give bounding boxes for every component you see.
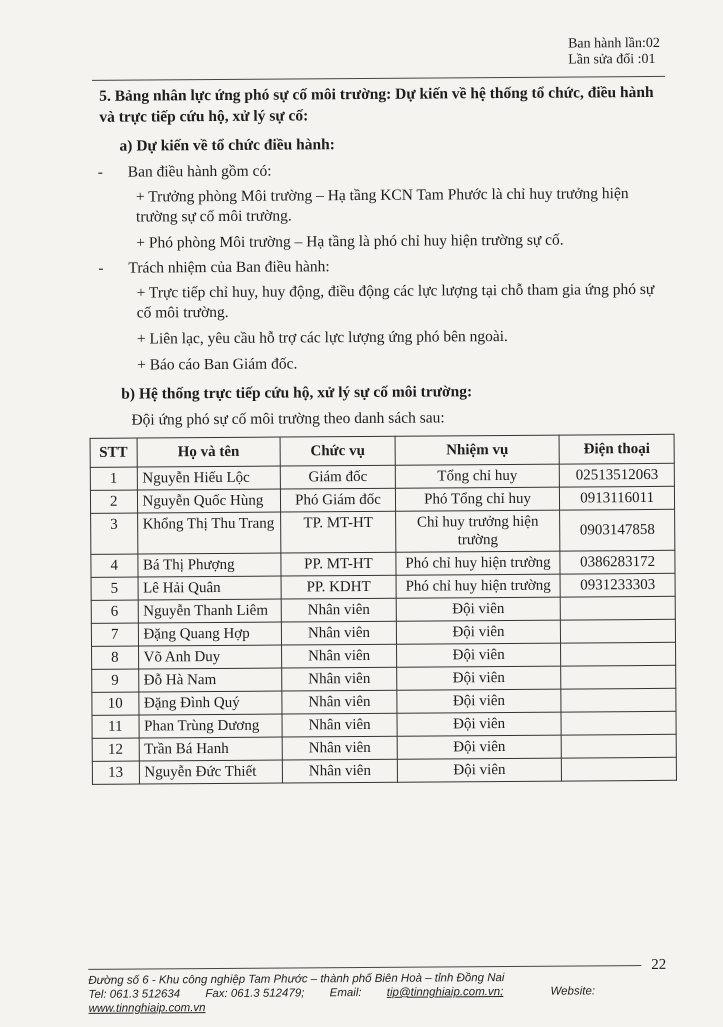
member-name: Đỗ Hà Nam [138,668,282,692]
list-item: + Liên lạc, yêu cầu hỗ trợ các lực lượng ứng phó bên ngoài. [136,327,508,348]
document-header [568,36,660,69]
member-position: Nhân viên [282,759,397,783]
member-position: TP. MT-HT [281,511,396,553]
footer-address: Đường số 6 - Khu công nghiệp Tam Phước – thành phố Biên Hoà – tỉnh Đồng Nai [88,972,505,987]
list-item: + Trưởng phòng Môi trường – Hạ tầng KCN Tam Phước là chỉ huy trưởng hiện trường sự cố môi trường. [135,185,629,226]
member-position: PP. MT-HT [281,552,396,576]
list-item: - Trách nhiệm của Ban điều hành: [98,258,330,277]
footer-website-link[interactable]: www.tinnghiaip.com.vn [88,1002,206,1015]
list-item: + Trực tiếp chỉ huy, huy động, điều động các lực lượng tại chỗ tham gia ứng phó sự cố môi trường. [136,280,655,322]
member-name: Võ Anh Duy [138,645,282,669]
footer-email-link[interactable]: tip@tinnghiaip.com.vn; [386,986,504,999]
column-header: Họ và tên [137,437,281,467]
row-number: 8 [92,646,139,669]
member-name: Trần Bá Hanh [139,737,283,761]
member-duty: Phó chỉ huy hiện trường [396,574,561,598]
section-title: 5. Bảng nhân lực ứng phó sự cố môi trường: Dự kiến về hệ thống tổ chức, điều hành và trực tiếp cứu hộ, xử lý sự cố: [99,83,654,126]
list-item: + Phó phòng Môi trường – Hạ tầng là phó chỉ huy hiện trường sự cố. [136,231,564,252]
row-number: 9 [92,669,139,692]
member-name: Nguyễn Hiếu Lộc [137,466,281,490]
member-duty: Đội viên [396,643,561,667]
member-position: Giám đốc [280,465,395,489]
row-number: 5 [91,577,138,600]
member-phone [561,665,676,689]
member-phone [561,711,676,735]
member-name: Phan Trùng Dương [138,714,282,738]
document-body [87,74,675,785]
footer-divider [88,965,641,970]
response-team-table [90,434,677,785]
list-item: - Ban điều hành gồm có: [97,162,272,181]
member-name: Nguyễn Thanh Liêm [138,599,282,623]
column-header: Nhiệm vụ [395,435,560,465]
member-position: Nhân viên [282,736,397,760]
subsection-b-title: b) Hệ thống trực tiếp cứu hộ, xử lý sự cố môi trường: [121,383,473,403]
member-duty: Tổng chỉ huy [395,464,560,488]
page-number: 22 [651,956,667,973]
list-item: + Báo cáo Ban Giám đốc. [136,355,298,374]
member-duty: Đội viên [396,620,561,644]
member-position: PP. KDHT [281,575,396,599]
member-phone: 0386283172 [560,550,675,574]
row-number: 6 [91,600,138,623]
member-duty: Đội viên [397,689,562,713]
member-phone: 02513512063 [559,463,674,487]
footer-tel: Tel: 061.3 512634 [88,988,181,1001]
member-position: Nhân viên [282,667,397,691]
member-position: Phó Giám đốc [281,488,396,512]
member-duty: Phó chỉ huy hiện trường [396,551,561,575]
member-name: Khổng Thị Thu Trang [137,512,281,554]
table-row [92,757,676,784]
member-phone: 0903147858 [560,509,675,551]
member-duty: Phó Tổng chỉ huy [395,487,560,511]
member-position: Nhân viên [282,644,397,668]
member-duty: Đội viên [397,666,562,690]
row-number: 11 [92,715,139,738]
member-name: Đặng Quang Hợp [138,622,282,646]
row-number: 12 [92,738,139,761]
member-name: Nguyễn Đức Thiết [139,760,283,784]
row-number: 1 [90,467,137,490]
member-name: Bá Thị Phượng [137,553,281,577]
table-intro: Đội ứng phó sự cố môi trường theo danh sách sau: [131,409,445,429]
member-phone: 0913116011 [560,486,675,510]
column-header: Điện thoại [559,434,674,464]
member-duty: Chỉ huy trưởng hiện trường [395,510,560,552]
column-header: STT [90,438,137,467]
member-phone [561,642,676,666]
member-phone [562,757,677,781]
table-header-row [90,434,674,467]
member-position: Nhân viên [282,713,397,737]
member-name: Lê Hải Quân [138,576,282,600]
member-name: Nguyễn Quốc Hùng [137,489,281,513]
member-phone [561,619,676,643]
row-number: 3 [91,513,138,554]
column-header: Chức vụ [280,436,395,466]
row-number: 13 [92,761,139,784]
member-duty: Đội viên [397,758,562,782]
member-duty: Đội viên [397,712,562,736]
footer-fax: Fax: 061.3 512479; [205,987,305,1001]
row-number: 2 [90,490,137,513]
row-number: 10 [92,692,139,715]
member-name: Đặng Đình Quý [138,691,282,715]
row-number: 4 [91,554,138,577]
table-row [91,509,675,554]
member-duty: Đội viên [396,597,561,621]
revision-number: Lần sửa đổi :01 [568,51,656,68]
member-phone: 0931233303 [560,573,675,597]
member-phone [561,688,676,712]
member-phone [560,596,675,620]
member-position: Nhân viên [282,621,397,645]
member-duty: Đội viên [397,735,562,759]
row-number: 7 [91,623,138,646]
table-body [90,463,676,784]
member-position: Nhân viên [281,598,396,622]
issue-number: Ban hành lần:02 [568,35,660,52]
subsection-a-title: a) Dự kiến về tổ chức điều hành: [119,136,335,155]
member-position: Nhân viên [282,690,397,714]
document-footer: Đường số 6 - Khu công nghiệp Tam Phước – thành phố Biên Hoà – tỉnh Đồng Nai Tel: 061.3 512634 Fax: 061.3 512479; Email: tip@tinnghiaip.com.vn; Website: www.tinnghiaip.com.vn [88,969,723,1015]
member-phone [561,734,676,758]
